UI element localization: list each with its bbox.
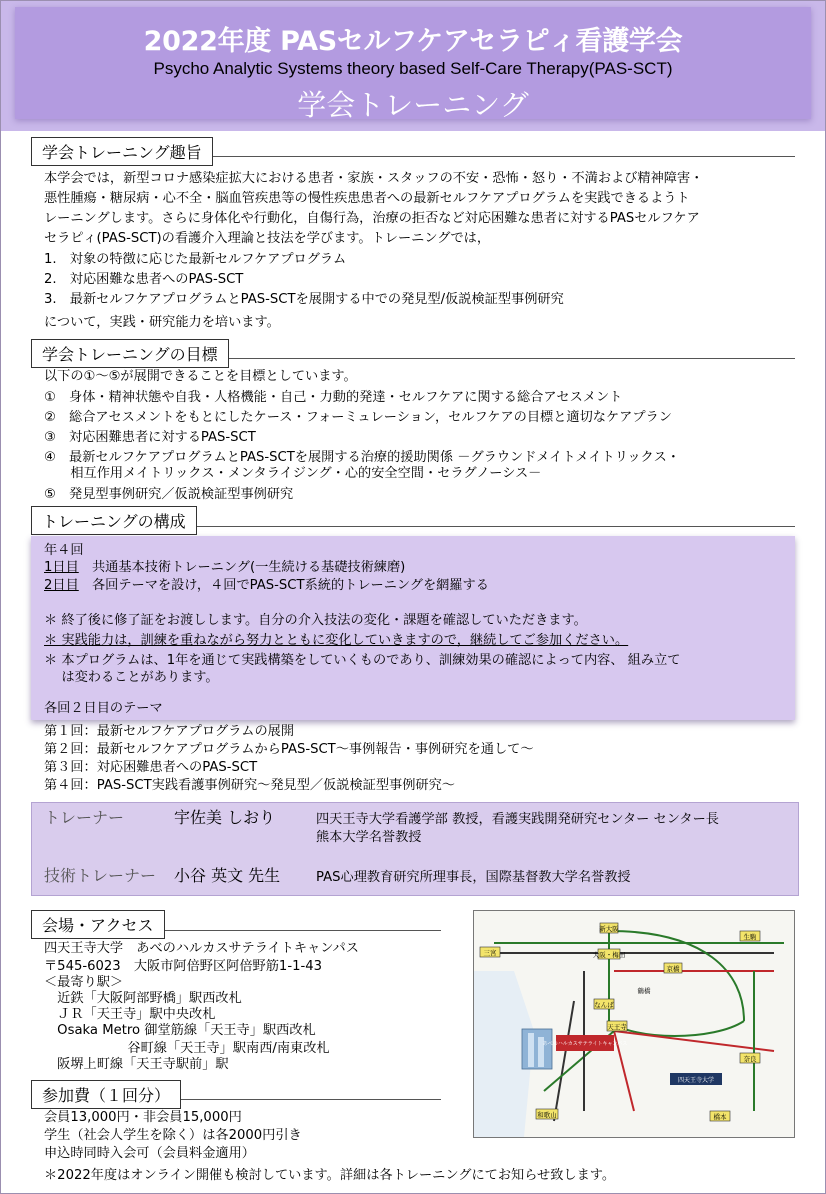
day2-row — [44, 576, 489, 596]
note-line: は変わることがあります。 — [44, 670, 219, 685]
venue-line: Osaka Metro 御堂筋線「天王寺」駅西改札 — [44, 1023, 316, 1038]
goal-item: ③ 対応困難患者に対するPAS-SCT — [44, 430, 256, 445]
route-map-svg — [474, 911, 794, 1137]
map-station-label: 新大阪 — [599, 925, 619, 933]
page-subtitle: Psycho Analytic Systems theory based Self-Care Therapy(PAS-SCT) — [153, 59, 673, 78]
goal-item: ② 総合アセスメントをもとにしたケース・フォーミュレーション，セルフケアの目標と適切なケアプラン — [44, 410, 672, 425]
section-label-venue: 会場・アクセス — [31, 910, 165, 939]
page-main-heading: 学会トレーニング — [297, 88, 529, 122]
venue-line: 〒545-6023 大阪市阿倍野区阿倍野筋1-1-43 — [44, 959, 323, 974]
access-map — [473, 910, 795, 1138]
tech-trainer-affiliation: PAS心理教育研究所理事長，国際基督教大学名誉教授 — [316, 870, 631, 885]
trainer-role: トレーナー — [44, 808, 125, 827]
venue-line: 阪堺上町線「天王寺駅前」駅 — [44, 1057, 229, 1072]
header-band — [1, 1, 825, 131]
venue-line: ＪＲ「天王寺」駅中央改札 — [44, 1007, 216, 1022]
goal-item-continued: 相互作用メイトリックス・メンタライジング・心的安全空間・セラグノーシス－ — [44, 466, 542, 481]
section-label-goals: 学会トレーニングの目標 — [31, 339, 229, 368]
note-line: ＊ 本プログラムは、1年を通じて実践構築をしていくものであり、訓練効果の確認によって内容、 組み立て — [44, 653, 681, 668]
fee-note: ＊2022年度はオンライン開催も検討しています。詳細は各トレーニングにてお知らせ致します。 — [44, 1168, 616, 1183]
purpose-closing: について，実践・研究能力を培います。 — [44, 315, 280, 330]
map-station-label: 鶴橋 — [637, 987, 651, 995]
map-station-label: 三宮 — [483, 949, 497, 957]
note-underline-text: ＊ 実践能力は，訓練を重ねながら努力とともに変化していきますので，継続してご参加ください。 — [44, 633, 629, 648]
theme-item: 第３回：対応困難患者へのPAS-SCT — [44, 760, 258, 775]
map-station-label: 生駒 — [743, 933, 757, 941]
venue-line: ＜最寄り駅＞ — [44, 975, 124, 990]
theme-item: 第４回：PAS-SCT実践看護事例研究～発見型／仮説検証型事例研究～ — [44, 778, 455, 793]
purpose-item: 3. 最新セルフケアプログラムとPAS-SCTを展開する中での発見型/仮説検証型事例研究 — [44, 292, 564, 307]
fee-line: 申込時同時入会可（会員料金適用） — [44, 1146, 255, 1161]
map-station-label: 橋本 — [713, 1113, 727, 1121]
purpose-line-4: セラピィ(PAS-SCT)の看護介入理論と技法を学びます。トレーニングでは， — [44, 231, 491, 246]
venue-line: 谷町線「天王寺」駅南西/南東改札 — [44, 1041, 330, 1056]
fee-line: 学生（社会人学生を除く）は各2000円引き — [44, 1128, 302, 1143]
page-title: 2022年度 PASセルフケアセラピィ看護学会 — [143, 26, 683, 57]
goals-intro: 以下の①～⑤が展開できることを目標としています。 — [44, 369, 357, 384]
map-station-label: 京橋 — [666, 965, 680, 973]
campus-callout-text: あべのハルカスサテライトキャンパス — [542, 1041, 628, 1047]
goal-item: ⑤ 発見型事例研究／仮説検証型事例研究 — [44, 487, 294, 502]
section-label-fee: 参加費（１回分） — [31, 1080, 181, 1109]
note-line: ＊ 終了後に修了証をお渡しします。自分の介入技法の変化・課題を確認していただきます。 — [44, 613, 587, 628]
training-count: 年４回 — [44, 543, 84, 558]
goal-item: ④ 最新セルフケアプログラムとPAS-SCTを展開する治療的援助関係 －グラウンドメイトメイトリックス・ — [44, 450, 680, 465]
map-station-label: 大阪・梅田 — [592, 951, 626, 959]
purpose-line-1: 本学会では，新型コロナ感染症拡大における患者・家族・スタッフの不安・恐怖・怒り・不満および精神障害・ — [44, 171, 704, 186]
map-station-label: 和歌山 — [537, 1111, 557, 1119]
venue-line: 近鉄「大阪阿部野橋」駅西改札 — [44, 991, 242, 1006]
map-station-label: 奈良 — [743, 1055, 757, 1063]
header-banner — [15, 7, 811, 122]
day2-text: 各回テーマを設け，４回でPAS-SCT系統的トレーニングを網羅する — [78, 578, 489, 593]
map-station-label: 天王寺 — [607, 1023, 627, 1031]
purpose-line-2: 悪性腫瘍・糖尿病・心不全・脳血管疾患等の慢性疾患患者への最新セルフケアプログラムを実践できるようト — [44, 191, 690, 206]
theme-item: 第１回：最新セルフケアプログラムの展開 — [44, 724, 295, 739]
purpose-item: 1. 対象の特徴に応じた最新セルフケアプログラム — [44, 252, 347, 267]
venue-line: 四天王寺大学 あべのハルカスサテライトキャンパス — [44, 941, 359, 956]
day1-text: 共通基本技術トレーニング(一生続ける基礎技術練磨) — [78, 560, 406, 575]
university-legend-text: 四天王寺大学 — [677, 1077, 715, 1084]
purpose-line-3: レーニングします。さらに身体化や行動化，自傷行為，治療の拒否など対応困難な患者に対するPASセルフケア — [44, 211, 700, 226]
day2-tag: 2日目 — [44, 578, 79, 593]
note-line-underlined — [44, 631, 628, 651]
day1-row — [44, 558, 405, 578]
section-label-structure: トレーニングの構成 — [31, 506, 197, 535]
trainer-name: 宇佐美 しおり — [174, 808, 276, 827]
fee-line: 会員13,000円・非会員15,000円 — [44, 1110, 242, 1125]
map-station-label: なんば — [594, 1001, 614, 1009]
day1-tag: 1日目 — [44, 560, 79, 575]
tech-trainer-name: 小谷 英文 先生 — [174, 866, 281, 885]
themes-title: 各回２日目のテーマ — [44, 701, 163, 716]
harukas-building-illustration — [522, 1029, 552, 1069]
trainer-affiliation: 四天王寺大学看護学部 教授，看護実践開発研究センター センター長 — [316, 812, 719, 827]
tech-trainer-role: 技術トレーナー — [44, 866, 157, 885]
trainer-affiliation: 熊本大学名誉教授 — [316, 830, 422, 845]
purpose-item: 2. 対応困難な患者へのPAS-SCT — [44, 272, 244, 287]
theme-item: 第２回：最新セルフケアプログラムからPAS-SCT～事例報告・事例研究を通して～ — [44, 742, 534, 757]
goal-item: ① 身体・精神状態や自我・人格機能・自己・力動的発達・セルフケアに関する総合アセスメント — [44, 390, 623, 405]
section-label-purpose: 学会トレーニング趣旨 — [31, 137, 213, 166]
